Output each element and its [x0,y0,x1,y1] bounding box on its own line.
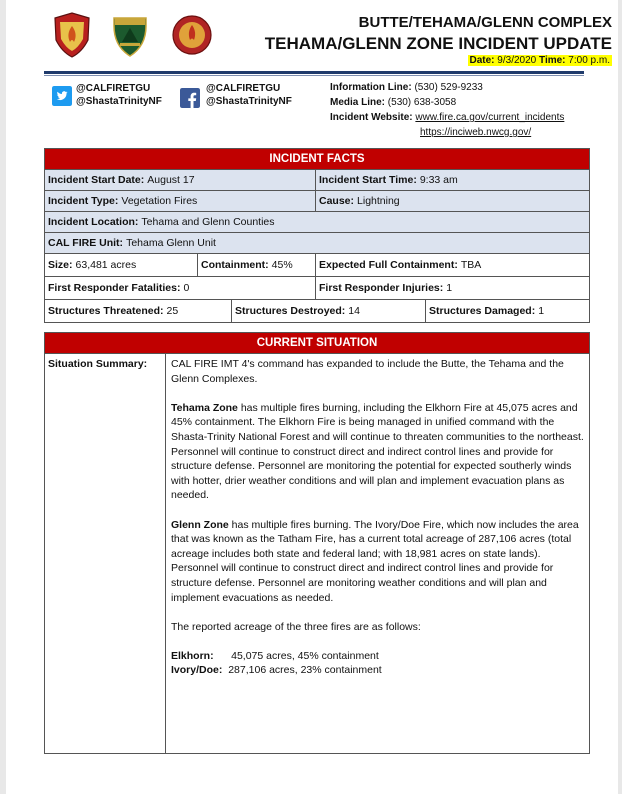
contact-info [330,80,564,140]
cal-fire-logo-icon [52,12,92,58]
facts-row-type [45,190,589,211]
unit-cell [45,233,589,253]
header-divider-thin [44,75,584,76]
fire-acreage-row [171,663,584,678]
facebook-handle-shasta[interactable]: @ShastaTrinityNF [206,96,292,107]
threatened-value: 25 [166,305,179,317]
cause-cell [315,191,589,211]
time-value: 7:00 p.m. [568,55,610,66]
facebook-handle-calfire[interactable]: @CALFIRETGU [206,83,281,94]
twitter-icon[interactable] [52,86,72,106]
info-line-label: Information Line: [330,82,412,93]
containment-value: 45% [271,259,293,271]
header-divider [44,71,584,74]
threatened-cell [45,300,231,322]
damaged-cell [425,300,589,322]
facts-row-unit [45,232,589,253]
full-containment-value: TBA [460,259,482,271]
glenn-zone-text: has multiple fires burning. The Ivory/Doe Fire, which now includes the area that was known as the Tatham Fire, has a current total acreage of 287,106 acres (total acreage includes both state and federal land; with 18,981 acres on state lands). Personnel will continue to construct direct and indirect control lines and provide for structure defense. Personnel are monitoring weather conditions and will plan and implement evacuations as needed. [171,518,579,604]
fatalities-cell [45,277,315,299]
unit-label: CAL FIRE Unit: [48,237,124,249]
incident-type-label: Incident Type: [48,195,119,207]
media-line-value: (530) 638-3058 [387,97,457,108]
injuries-value: 1 [446,282,453,294]
facts-row-structures [45,299,589,322]
facebook-icon[interactable] [180,88,200,108]
location-value: Tehama and Glenn Counties [141,216,275,228]
start-date-value: August 17 [147,174,195,186]
fire-name-ivory-doe: Ivory/Doe: [171,664,223,677]
fire-detail-ivory-doe: 287,106 acres, 23% containment [228,664,382,677]
location-cell [45,212,589,232]
facebook-handles [206,82,292,108]
date-value: 9/3/2020 [497,55,537,66]
fire-acreage-list [171,649,584,678]
twitter-handle-shasta[interactable]: @ShastaTrinityNF [76,96,162,107]
start-time-value: 9:33 am [419,174,458,186]
size-value: 63,481 acres [75,259,137,271]
media-line-label: Media Line: [330,97,386,108]
size-label: Size: [48,259,73,271]
fatalities-value: 0 [183,282,190,294]
destroyed-label: Structures Destroyed: [235,305,346,317]
start-date-label: Incident Start Date: [48,174,145,186]
cause-value: Lightning [357,195,400,207]
date-label: Date: [469,55,495,66]
unit-seal-logo-icon [172,12,212,58]
location-label: Incident Location: [48,216,139,228]
title-line1: BUTTE/TEHAMA/GLENN COMPLEX [358,14,612,31]
facts-row-size [45,253,589,276]
damaged-value: 1 [538,305,545,317]
size-cell [45,254,197,276]
incident-facts-heading: INCIDENT FACTS [45,149,589,169]
containment-label: Containment: [201,259,269,271]
start-date-cell [45,170,315,190]
website-link-calfire[interactable]: www.fire.ca.gov/current_incidents [415,112,565,123]
current-situation-heading: CURRENT SITUATION [45,333,589,353]
fire-name-elkhorn: Elkhorn: [171,649,214,662]
tehama-zone-paragraph [171,401,584,503]
fire-detail-elkhorn: 45,075 acres, 45% containment [231,649,379,662]
tehama-zone-heading: Tehama Zone [171,401,238,414]
situation-row [45,353,589,753]
start-time-label: Incident Start Time: [319,174,417,186]
injuries-cell [315,277,589,299]
destroyed-value: 14 [348,305,360,317]
title-line2: TEHAMA/GLENN ZONE INCIDENT UPDATE [264,34,612,53]
full-containment-label: Expected Full Containment: [319,259,458,271]
forest-service-logo-icon [110,12,150,58]
destroyed-cell [231,300,425,322]
cause-label: Cause: [319,195,355,207]
incident-facts-table [44,148,590,323]
glenn-zone-heading: Glenn Zone [171,518,229,531]
acreage-intro: The reported acreage of the three fires are as follows: [171,620,421,633]
tehama-zone-text: has multiple fires burning, including the Elkhorn Fire at 45,075 acres and 45% containment. The Elkhorn Fire is being managed in unified command with the Shasta-Trinity National Forest and will continue to threaten communities to the northeast. Personnel will continue to construct direct and indirect control lines and provide for structure defense. Personnel are monitoring the potential for expected southerly winds with hotter, drier weather conditions and will plan and implement evacuation plans as needed. [171,401,584,502]
situation-summary-body [166,354,589,753]
containment-cell [197,254,315,276]
info-line-value: (530) 529-9233 [414,82,483,93]
injuries-label: First Responder Injuries: [319,282,444,294]
start-time-cell [315,170,589,190]
current-situation-table [44,332,590,754]
incident-type-value: Vegetation Fires [121,195,198,207]
document-page [6,0,618,794]
website-label: Incident Website: [330,112,413,123]
threatened-label: Structures Threatened: [48,305,164,317]
situation-summary-label: Situation Summary: [45,354,166,753]
twitter-handles [76,82,162,108]
incident-type-cell [45,191,315,211]
time-label: Time: [539,55,566,66]
unit-value: Tehama Glenn Unit [126,237,216,249]
facts-row-start [45,169,589,190]
facts-row-location [45,211,589,232]
situation-intro: CAL FIRE IMT 4's command has expanded to include the Butte, the Tehama and the Glenn Complexes. [171,358,564,385]
twitter-handle-calfire[interactable]: @CALFIRETGU [76,83,151,94]
fire-acreage-row [171,649,584,664]
damaged-label: Structures Damaged: [429,305,536,317]
date-time-line [468,55,613,66]
website-link-inciweb[interactable]: https://inciweb.nwcg.gov/ [420,127,532,138]
glenn-zone-paragraph [171,518,584,606]
full-containment-cell [315,254,589,276]
fatalities-label: First Responder Fatalities: [48,282,181,294]
facts-row-responders [45,276,589,299]
